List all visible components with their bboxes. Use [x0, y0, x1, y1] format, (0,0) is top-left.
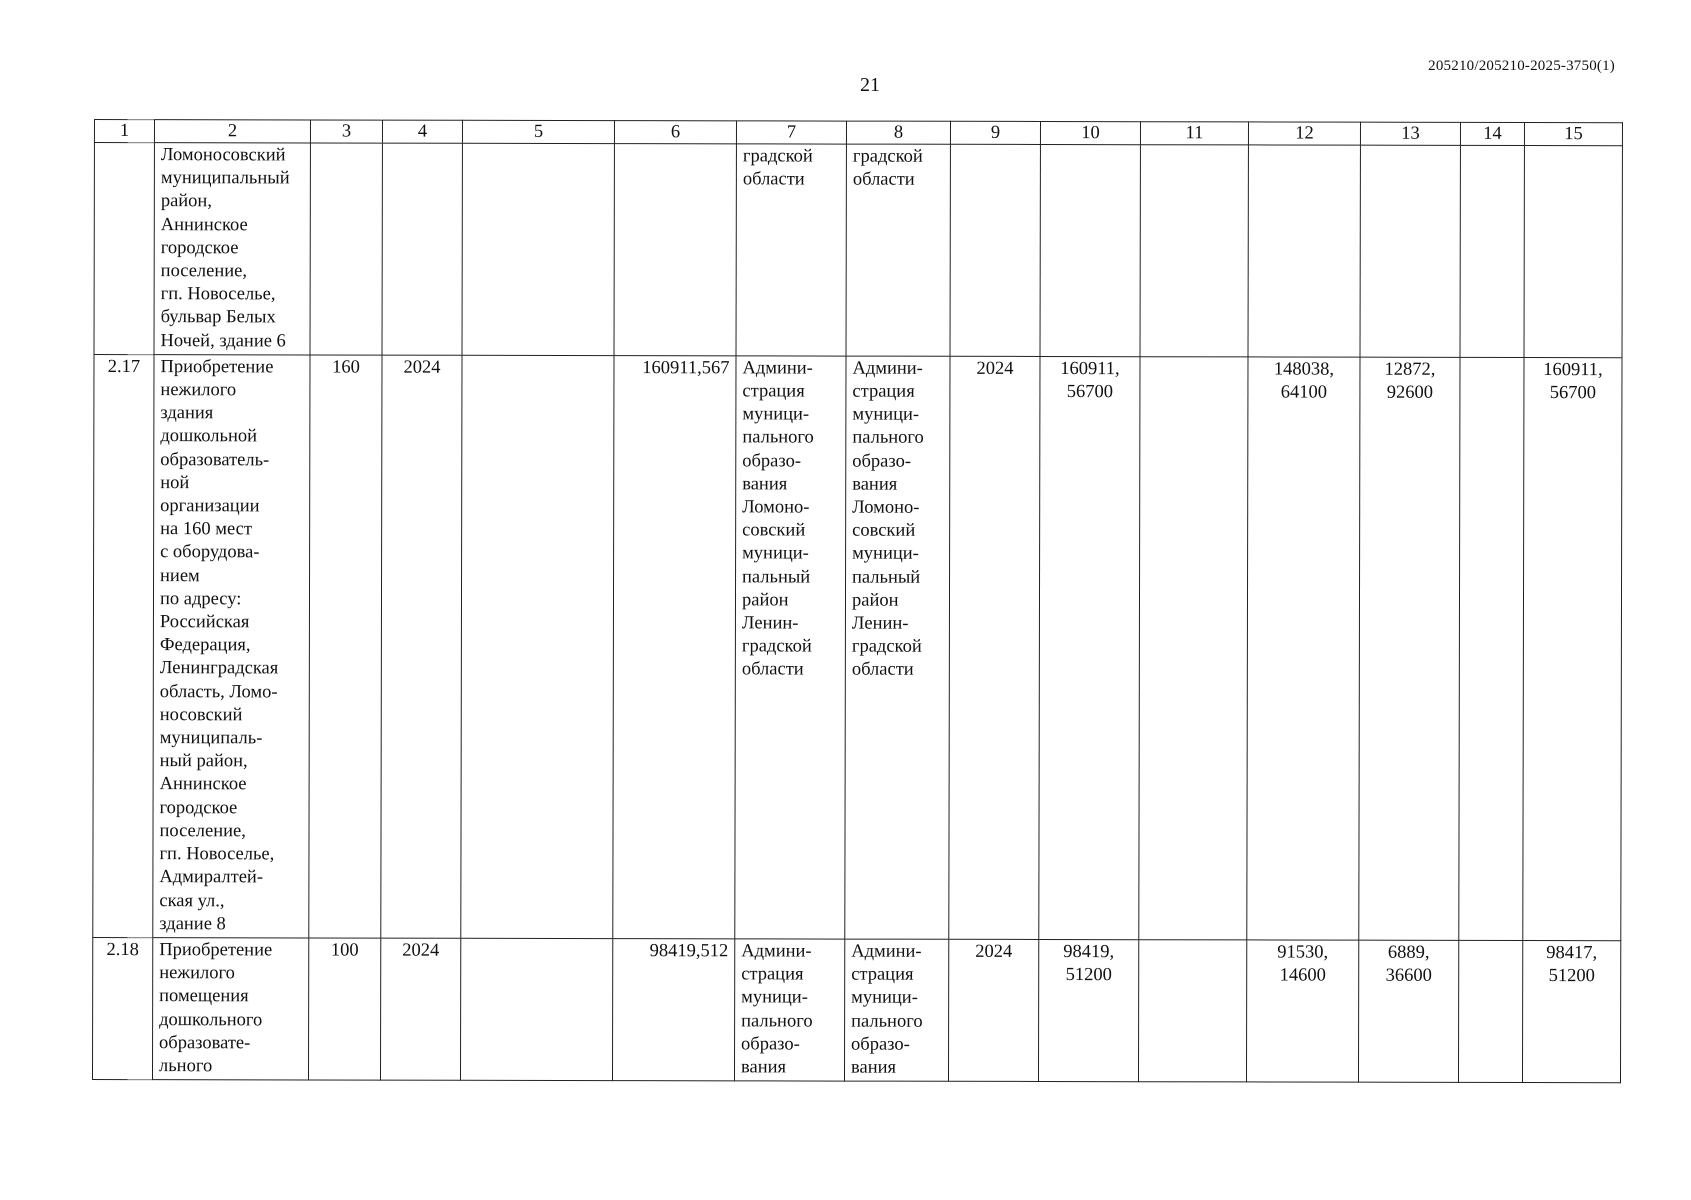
- col-header-8: 8: [846, 121, 950, 144]
- cell-sum: 160911, 56700: [1523, 357, 1622, 940]
- cell-number: [94, 143, 154, 355]
- cell-recipient: Админи- страция муници- пального образо- вания Ломоно- совский муници- пальный район Ленин- градской области: [845, 356, 950, 939]
- cell-year: [382, 143, 462, 355]
- cell-period: 2024: [948, 939, 1038, 1081]
- col-header-7: 7: [736, 121, 846, 144]
- cell-total: [1040, 144, 1140, 356]
- cell-year: 2024: [381, 355, 462, 938]
- cell-number: 2.18: [92, 937, 152, 1079]
- col-header-6: 6: [614, 121, 736, 144]
- cell-col11: [1139, 357, 1248, 940]
- cell-col11: [1138, 940, 1246, 1082]
- col-header-2: 2: [154, 120, 310, 143]
- cell-number: 2.17: [93, 354, 154, 937]
- page-number: 21: [860, 74, 880, 96]
- cell-cost: 160911,567: [613, 355, 736, 938]
- cell-regional: 148038, 64100: [1247, 357, 1360, 940]
- cell-customer: Админи- страция муници- пального образо- вания: [734, 939, 844, 1081]
- document-id: 205210/205210-2025-3750(1): [1428, 58, 1615, 74]
- col-header-12: 12: [1248, 122, 1360, 145]
- cell-col14: [1460, 145, 1524, 357]
- table-row-2-17: [93, 354, 1622, 940]
- col-header-5: 5: [462, 120, 614, 143]
- cell-col11: [1140, 145, 1248, 357]
- table-row-2-18: [92, 937, 1620, 1082]
- cell-recipient: градской области: [846, 144, 950, 356]
- cell-regional: 91530, 14600: [1246, 940, 1358, 1082]
- cell-description: Приобретение нежилого помещения дошкольного образовате- льного: [152, 938, 308, 1081]
- cell-col14: [1459, 357, 1524, 940]
- cell-description: Приобретение нежилого здания дошкольной образователь- ной организации на 160 мест с оборудова- нием по адресу: Российская Федерация, Ленинградская область, Ломо- носовский муниципаль- ный район, Аннинское городское поселение, гп. Новоселье, Адмиралтей- ская ул., здание 8: [153, 354, 310, 937]
- cell-col5: [460, 938, 612, 1081]
- cell-col5: [462, 143, 614, 355]
- cell-local: 12872, 92600: [1359, 357, 1460, 940]
- col-header-15: 15: [1524, 122, 1622, 145]
- col-header-14: 14: [1460, 122, 1524, 145]
- cell-year: 2024: [380, 938, 460, 1080]
- cell-cost: [614, 144, 736, 356]
- cell-col5: [461, 355, 614, 938]
- cell-capacity: [310, 143, 382, 355]
- cell-period: [950, 144, 1040, 356]
- cell-regional: [1248, 145, 1360, 357]
- col-header-3: 3: [310, 120, 382, 143]
- cell-local: 6889, 36600: [1358, 940, 1458, 1082]
- cell-sum: 98417, 51200: [1522, 940, 1620, 1082]
- data-table: [92, 119, 1623, 1083]
- cell-sum: [1524, 145, 1622, 357]
- cell-cost: 98419,512: [612, 938, 734, 1080]
- cell-col14: [1458, 940, 1522, 1082]
- cell-total: 160911, 56700: [1039, 356, 1140, 939]
- col-header-10: 10: [1040, 121, 1140, 144]
- table-row-continued: [94, 143, 1622, 358]
- header-row: [94, 120, 1622, 146]
- col-header-13: 13: [1360, 122, 1460, 145]
- col-header-1: 1: [94, 120, 154, 143]
- cell-customer: градской области: [736, 144, 846, 356]
- cell-total: 98419, 51200: [1038, 939, 1138, 1081]
- cell-description: Ломоносовский муниципальный район, Аннинское городское поселение, гп. Новоселье, бульвар Белых Ночей, здание 6: [154, 143, 310, 355]
- cell-period: 2024: [949, 356, 1040, 939]
- col-header-9: 9: [950, 121, 1040, 144]
- cell-capacity: 100: [308, 938, 380, 1080]
- cell-customer: Админи- страция муници- пального образо- вания Ломоно- совский муници- пальный район Ленин- градской области: [735, 356, 846, 939]
- cell-capacity: 160: [309, 355, 382, 938]
- col-header-11: 11: [1140, 122, 1248, 145]
- col-header-4: 4: [382, 120, 462, 143]
- cell-local: [1360, 145, 1460, 357]
- cell-recipient: Админи- страция муници- пального образо- вания: [844, 939, 948, 1081]
